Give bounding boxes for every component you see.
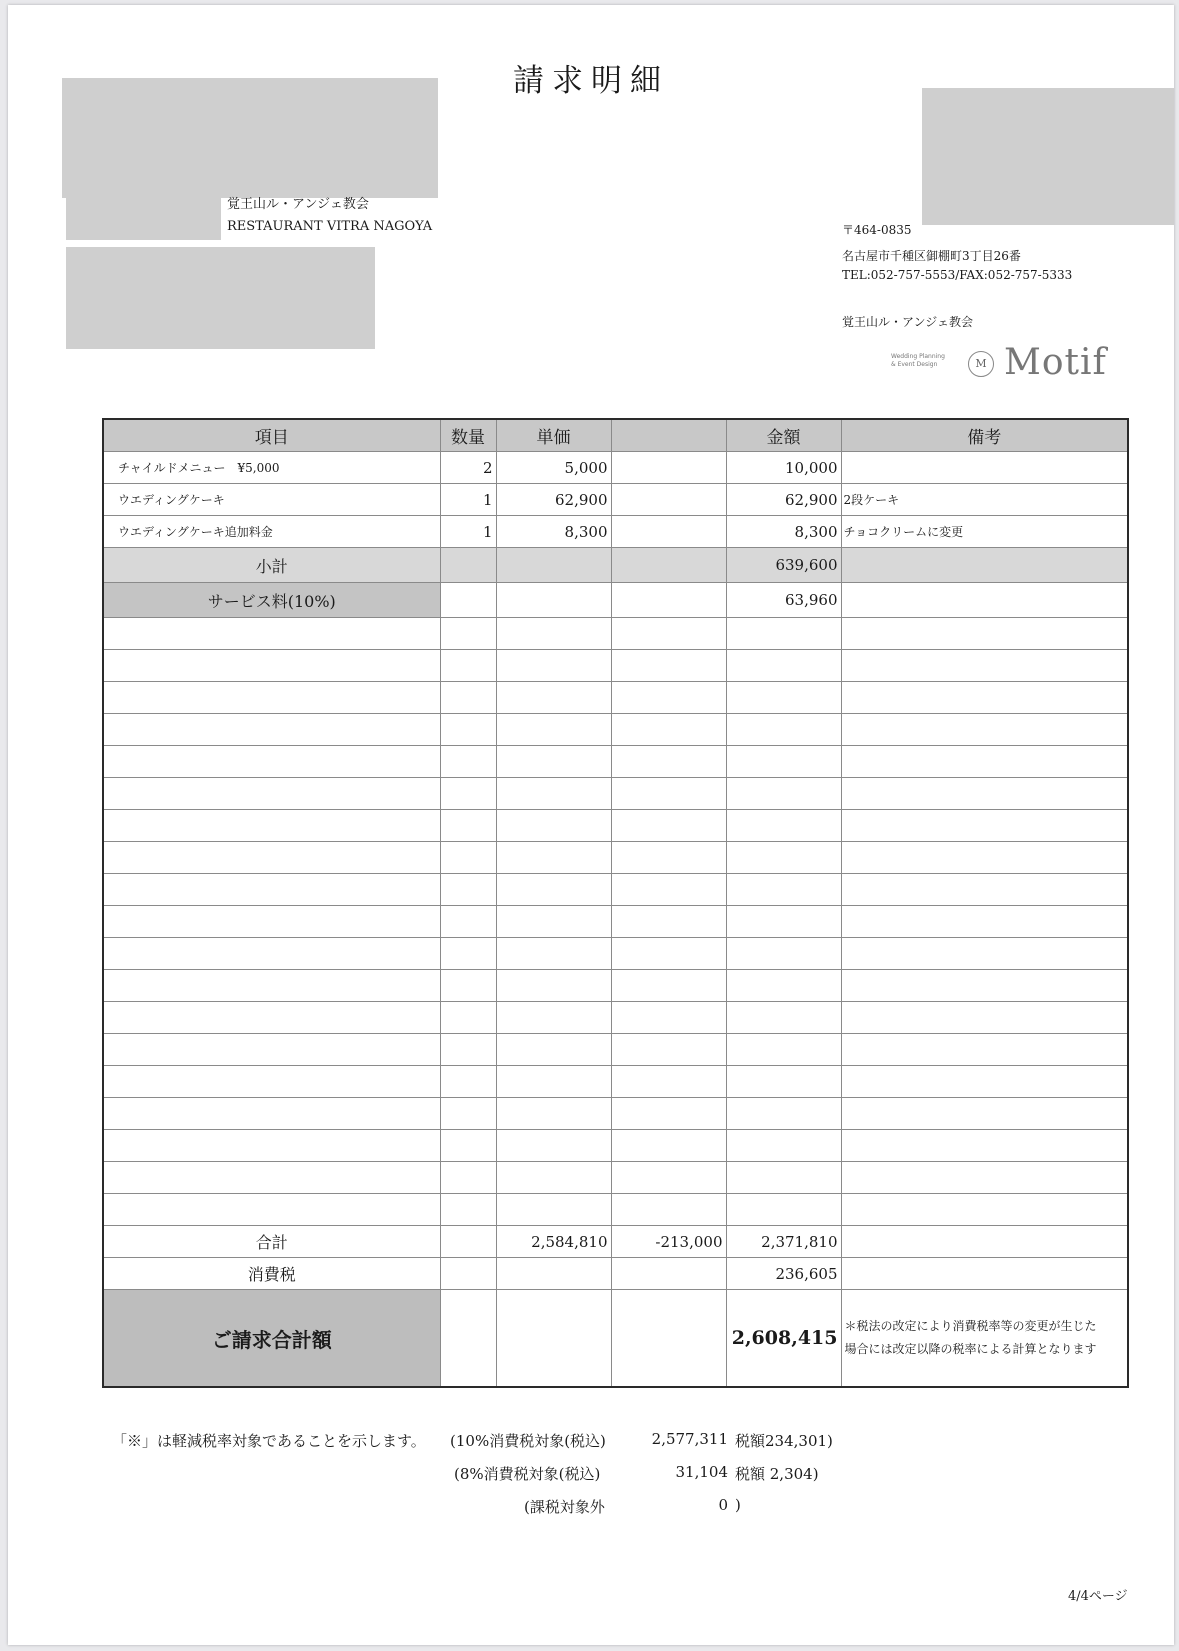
header-blank [611, 419, 726, 452]
empty-cell [103, 906, 440, 938]
empty-cell [611, 1130, 726, 1162]
empty-cell [496, 714, 611, 746]
empty-cell [496, 746, 611, 778]
empty-cell [611, 842, 726, 874]
empty-cell [841, 746, 1128, 778]
empty-cell [726, 1002, 841, 1034]
empty-cell [726, 1098, 841, 1130]
table-row [103, 516, 1128, 548]
table-header-row [103, 419, 1128, 452]
total-unit: 2,584,810 [496, 1226, 611, 1258]
empty-cell [440, 778, 496, 810]
empty-cell [103, 746, 440, 778]
empty-cell [440, 874, 496, 906]
empty-cell [496, 650, 611, 682]
empty-cell [726, 970, 841, 1002]
tax-label: 消費税 [103, 1258, 440, 1290]
header-amount: 金額 [726, 419, 841, 452]
empty-cell [611, 1034, 726, 1066]
tax10-amount: 2,577,311 [651, 1430, 728, 1448]
service-cell [440, 583, 496, 618]
row-unit: 62,900 [496, 484, 611, 516]
empty-cell [726, 842, 841, 874]
row-item: ウエディングケーキ追加料金 [103, 516, 440, 548]
total-amount: 2,371,810 [726, 1226, 841, 1258]
row-note [841, 452, 1128, 484]
total-cell [440, 1226, 496, 1258]
tax-amount: 236,605 [726, 1258, 841, 1290]
issuer-tel-fax: TEL:052-757-5553/FAX:052-757-5333 [842, 268, 1073, 282]
empty-cell [726, 1130, 841, 1162]
redacted-block-top-left [62, 78, 438, 198]
empty-cell [103, 1162, 440, 1194]
subtotal-label: 小計 [103, 548, 440, 583]
logo-sub-line-2: & Event Design [891, 361, 938, 368]
empty-cell [841, 1098, 1128, 1130]
empty-cell [611, 1162, 726, 1194]
empty-cell [841, 938, 1128, 970]
empty-cell [841, 810, 1128, 842]
logo-mark-icon: M [968, 351, 994, 377]
empty-row [103, 1098, 1128, 1130]
empty-cell [496, 970, 611, 1002]
empty-row [103, 714, 1128, 746]
empty-cell [611, 1002, 726, 1034]
empty-cell [841, 1002, 1128, 1034]
tax8-tax: 税額 2,304) [735, 1465, 819, 1483]
page-title: 請求明細 [513, 63, 669, 99]
subtotal-row [103, 548, 1128, 583]
empty-cell [440, 714, 496, 746]
empty-cell [611, 714, 726, 746]
subtotal-cell [496, 548, 611, 583]
row-disc [611, 484, 726, 516]
empty-cell [103, 778, 440, 810]
empty-cell [103, 938, 440, 970]
empty-cell [496, 1194, 611, 1226]
empty-cell [440, 906, 496, 938]
service-cell [496, 583, 611, 618]
empty-cell [496, 1130, 611, 1162]
empty-cell [440, 938, 496, 970]
empty-cell [611, 618, 726, 650]
row-note: 2段ケーキ [841, 484, 1128, 516]
empty-cell [103, 1034, 440, 1066]
empty-cell [726, 906, 841, 938]
empty-cell [611, 874, 726, 906]
tax-cell [841, 1258, 1128, 1290]
empty-cell [103, 1066, 440, 1098]
empty-row [103, 810, 1128, 842]
empty-cell [440, 1034, 496, 1066]
row-qty: 2 [440, 452, 496, 484]
grand-total-amount: 2,608,415 [726, 1290, 841, 1388]
empty-cell [611, 650, 726, 682]
issuer-postal: 〒464-0835 [842, 223, 912, 237]
empty-cell [611, 938, 726, 970]
empty-cell [726, 650, 841, 682]
empty-cell [496, 1066, 611, 1098]
empty-cell [440, 1066, 496, 1098]
issuer-address: 名古屋市千種区御棚町3丁目26番 [842, 249, 1021, 263]
table-row [103, 484, 1128, 516]
row-note: チョコクリームに変更 [841, 516, 1128, 548]
table-row [103, 452, 1128, 484]
empty-cell [841, 1034, 1128, 1066]
empty-row [103, 906, 1128, 938]
empty-cell [103, 970, 440, 1002]
empty-cell [726, 810, 841, 842]
empty-row [103, 746, 1128, 778]
grand-total-row [103, 1290, 1128, 1388]
empty-cell [103, 714, 440, 746]
empty-cell [440, 682, 496, 714]
empty-cell [496, 938, 611, 970]
empty-row [103, 1066, 1128, 1098]
non-taxable-amount: 0 [718, 1496, 728, 1514]
subtotal-cell [440, 548, 496, 583]
empty-cell [841, 1194, 1128, 1226]
tax10-label: (10%消費税対象(税込) [450, 1432, 606, 1450]
grand-cell [440, 1290, 496, 1388]
empty-cell [496, 842, 611, 874]
tax-cell [496, 1258, 611, 1290]
empty-cell [611, 906, 726, 938]
row-amount: 8,300 [726, 516, 841, 548]
empty-row [103, 618, 1128, 650]
empty-cell [841, 970, 1128, 1002]
header-item: 項目 [103, 419, 440, 452]
empty-row [103, 682, 1128, 714]
empty-cell [611, 970, 726, 1002]
empty-row [103, 842, 1128, 874]
service-row [103, 583, 1128, 618]
header-note: 備考 [841, 419, 1128, 452]
empty-cell [496, 1034, 611, 1066]
empty-cell [103, 810, 440, 842]
empty-cell [841, 1162, 1128, 1194]
empty-cell [496, 1002, 611, 1034]
empty-cell [726, 1194, 841, 1226]
redacted-block-name [66, 195, 221, 240]
empty-cell [440, 1194, 496, 1226]
empty-cell [103, 874, 440, 906]
empty-cell [496, 810, 611, 842]
empty-row [103, 650, 1128, 682]
empty-cell [726, 778, 841, 810]
issuer-name: 覚王山ル・アンジェ教会 [842, 315, 973, 329]
row-unit: 5,000 [496, 452, 611, 484]
header-qty: 数量 [440, 419, 496, 452]
logo-subtitle [891, 353, 945, 369]
empty-cell [496, 618, 611, 650]
empty-cell [496, 874, 611, 906]
service-cell [841, 583, 1128, 618]
empty-cell [103, 618, 440, 650]
empty-cell [611, 746, 726, 778]
empty-cell [726, 1162, 841, 1194]
empty-cell [841, 618, 1128, 650]
row-disc [611, 516, 726, 548]
empty-cell [496, 778, 611, 810]
empty-cell [611, 1066, 726, 1098]
empty-row [103, 938, 1128, 970]
row-amount: 10,000 [726, 452, 841, 484]
row-item: ウエディングケーキ [103, 484, 440, 516]
non-taxable-label: (課税対象外 [524, 1498, 605, 1516]
recipient-venue: 覚王山ル・アンジェ教会 [227, 197, 369, 212]
tax8-label: (8%消費税対象(税込) [454, 1465, 601, 1483]
empty-cell [440, 842, 496, 874]
empty-cell [440, 650, 496, 682]
empty-cell [611, 1194, 726, 1226]
empty-cell [841, 1130, 1128, 1162]
empty-cell [726, 714, 841, 746]
empty-cell [440, 1130, 496, 1162]
row-qty: 1 [440, 484, 496, 516]
empty-row [103, 1130, 1128, 1162]
logo-sub-line-1: Wedding Planning [891, 353, 945, 360]
empty-cell [726, 1034, 841, 1066]
header-unit-price: 単価 [496, 419, 611, 452]
total-discount: -213,000 [611, 1226, 726, 1258]
grand-cell [496, 1290, 611, 1388]
empty-cell [841, 714, 1128, 746]
row-disc [611, 452, 726, 484]
empty-cell [841, 682, 1128, 714]
empty-row [103, 778, 1128, 810]
empty-cell [440, 970, 496, 1002]
empty-cell [611, 682, 726, 714]
tax10-tax: 税額234,301) [735, 1432, 833, 1450]
tax-row [103, 1258, 1128, 1290]
empty-cell [841, 650, 1128, 682]
recipient-restaurant: RESTAURANT VITRA NAGOYA [227, 219, 433, 234]
empty-cell [611, 778, 726, 810]
empty-cell [726, 746, 841, 778]
grand-total-note [841, 1290, 1128, 1388]
empty-cell [103, 682, 440, 714]
total-row [103, 1226, 1128, 1258]
page-number: 4/4ページ [1068, 1589, 1128, 1604]
empty-cell [611, 1098, 726, 1130]
empty-cell [726, 618, 841, 650]
reduced-tax-note: 「※」は軽減税率対象であることを示します。 [112, 1432, 426, 1450]
empty-cell [496, 682, 611, 714]
empty-cell [496, 1098, 611, 1130]
row-unit: 8,300 [496, 516, 611, 548]
tax-cell [611, 1258, 726, 1290]
empty-cell [103, 1194, 440, 1226]
empty-cell [440, 1098, 496, 1130]
empty-row [103, 1162, 1128, 1194]
grand-note-line-2: 場合には改定以降の税率による計算となります [844, 1342, 1097, 1356]
invoice-page [8, 5, 1174, 1645]
empty-cell [103, 842, 440, 874]
empty-cell [103, 650, 440, 682]
empty-cell [611, 810, 726, 842]
empty-cell [841, 906, 1128, 938]
total-label: 合計 [103, 1226, 440, 1258]
row-item: チャイルドメニュー ¥5,000 [103, 452, 440, 484]
empty-cell [103, 1098, 440, 1130]
empty-cell [440, 746, 496, 778]
service-amount: 63,960 [726, 583, 841, 618]
empty-cell [726, 682, 841, 714]
total-cell [841, 1226, 1128, 1258]
empty-cell [103, 1002, 440, 1034]
grand-note-line-1: ＊税法の改定により消費税率等の変更が生じた [844, 1319, 1097, 1333]
empty-cell [496, 1162, 611, 1194]
empty-row [103, 1194, 1128, 1226]
empty-cell [726, 1066, 841, 1098]
redacted-block-lower-left [66, 247, 375, 349]
service-label: サービス料(10%) [103, 583, 440, 618]
empty-cell [440, 618, 496, 650]
empty-cell [841, 874, 1128, 906]
empty-cell [440, 1002, 496, 1034]
logo-text: Motif [1004, 342, 1107, 383]
empty-row [103, 874, 1128, 906]
row-amount: 62,900 [726, 484, 841, 516]
non-taxable-close: ) [735, 1496, 741, 1514]
tax8-amount: 31,104 [675, 1463, 728, 1481]
empty-row [103, 1002, 1128, 1034]
subtotal-amount: 639,600 [726, 548, 841, 583]
redacted-block-top-right [922, 88, 1174, 225]
empty-row [103, 970, 1128, 1002]
empty-cell [726, 874, 841, 906]
empty-cell [841, 1066, 1128, 1098]
empty-cell [496, 906, 611, 938]
row-qty: 1 [440, 516, 496, 548]
empty-cell [841, 842, 1128, 874]
grand-cell [611, 1290, 726, 1388]
subtotal-cell [611, 548, 726, 583]
service-cell [611, 583, 726, 618]
empty-cell [440, 1162, 496, 1194]
empty-cell [440, 810, 496, 842]
invoice-table [102, 418, 1129, 1388]
empty-cell [841, 778, 1128, 810]
empty-cell [726, 938, 841, 970]
subtotal-cell [841, 548, 1128, 583]
empty-cell [103, 1130, 440, 1162]
empty-row [103, 1034, 1128, 1066]
tax-cell [440, 1258, 496, 1290]
grand-total-label: ご請求合計額 [103, 1290, 440, 1388]
